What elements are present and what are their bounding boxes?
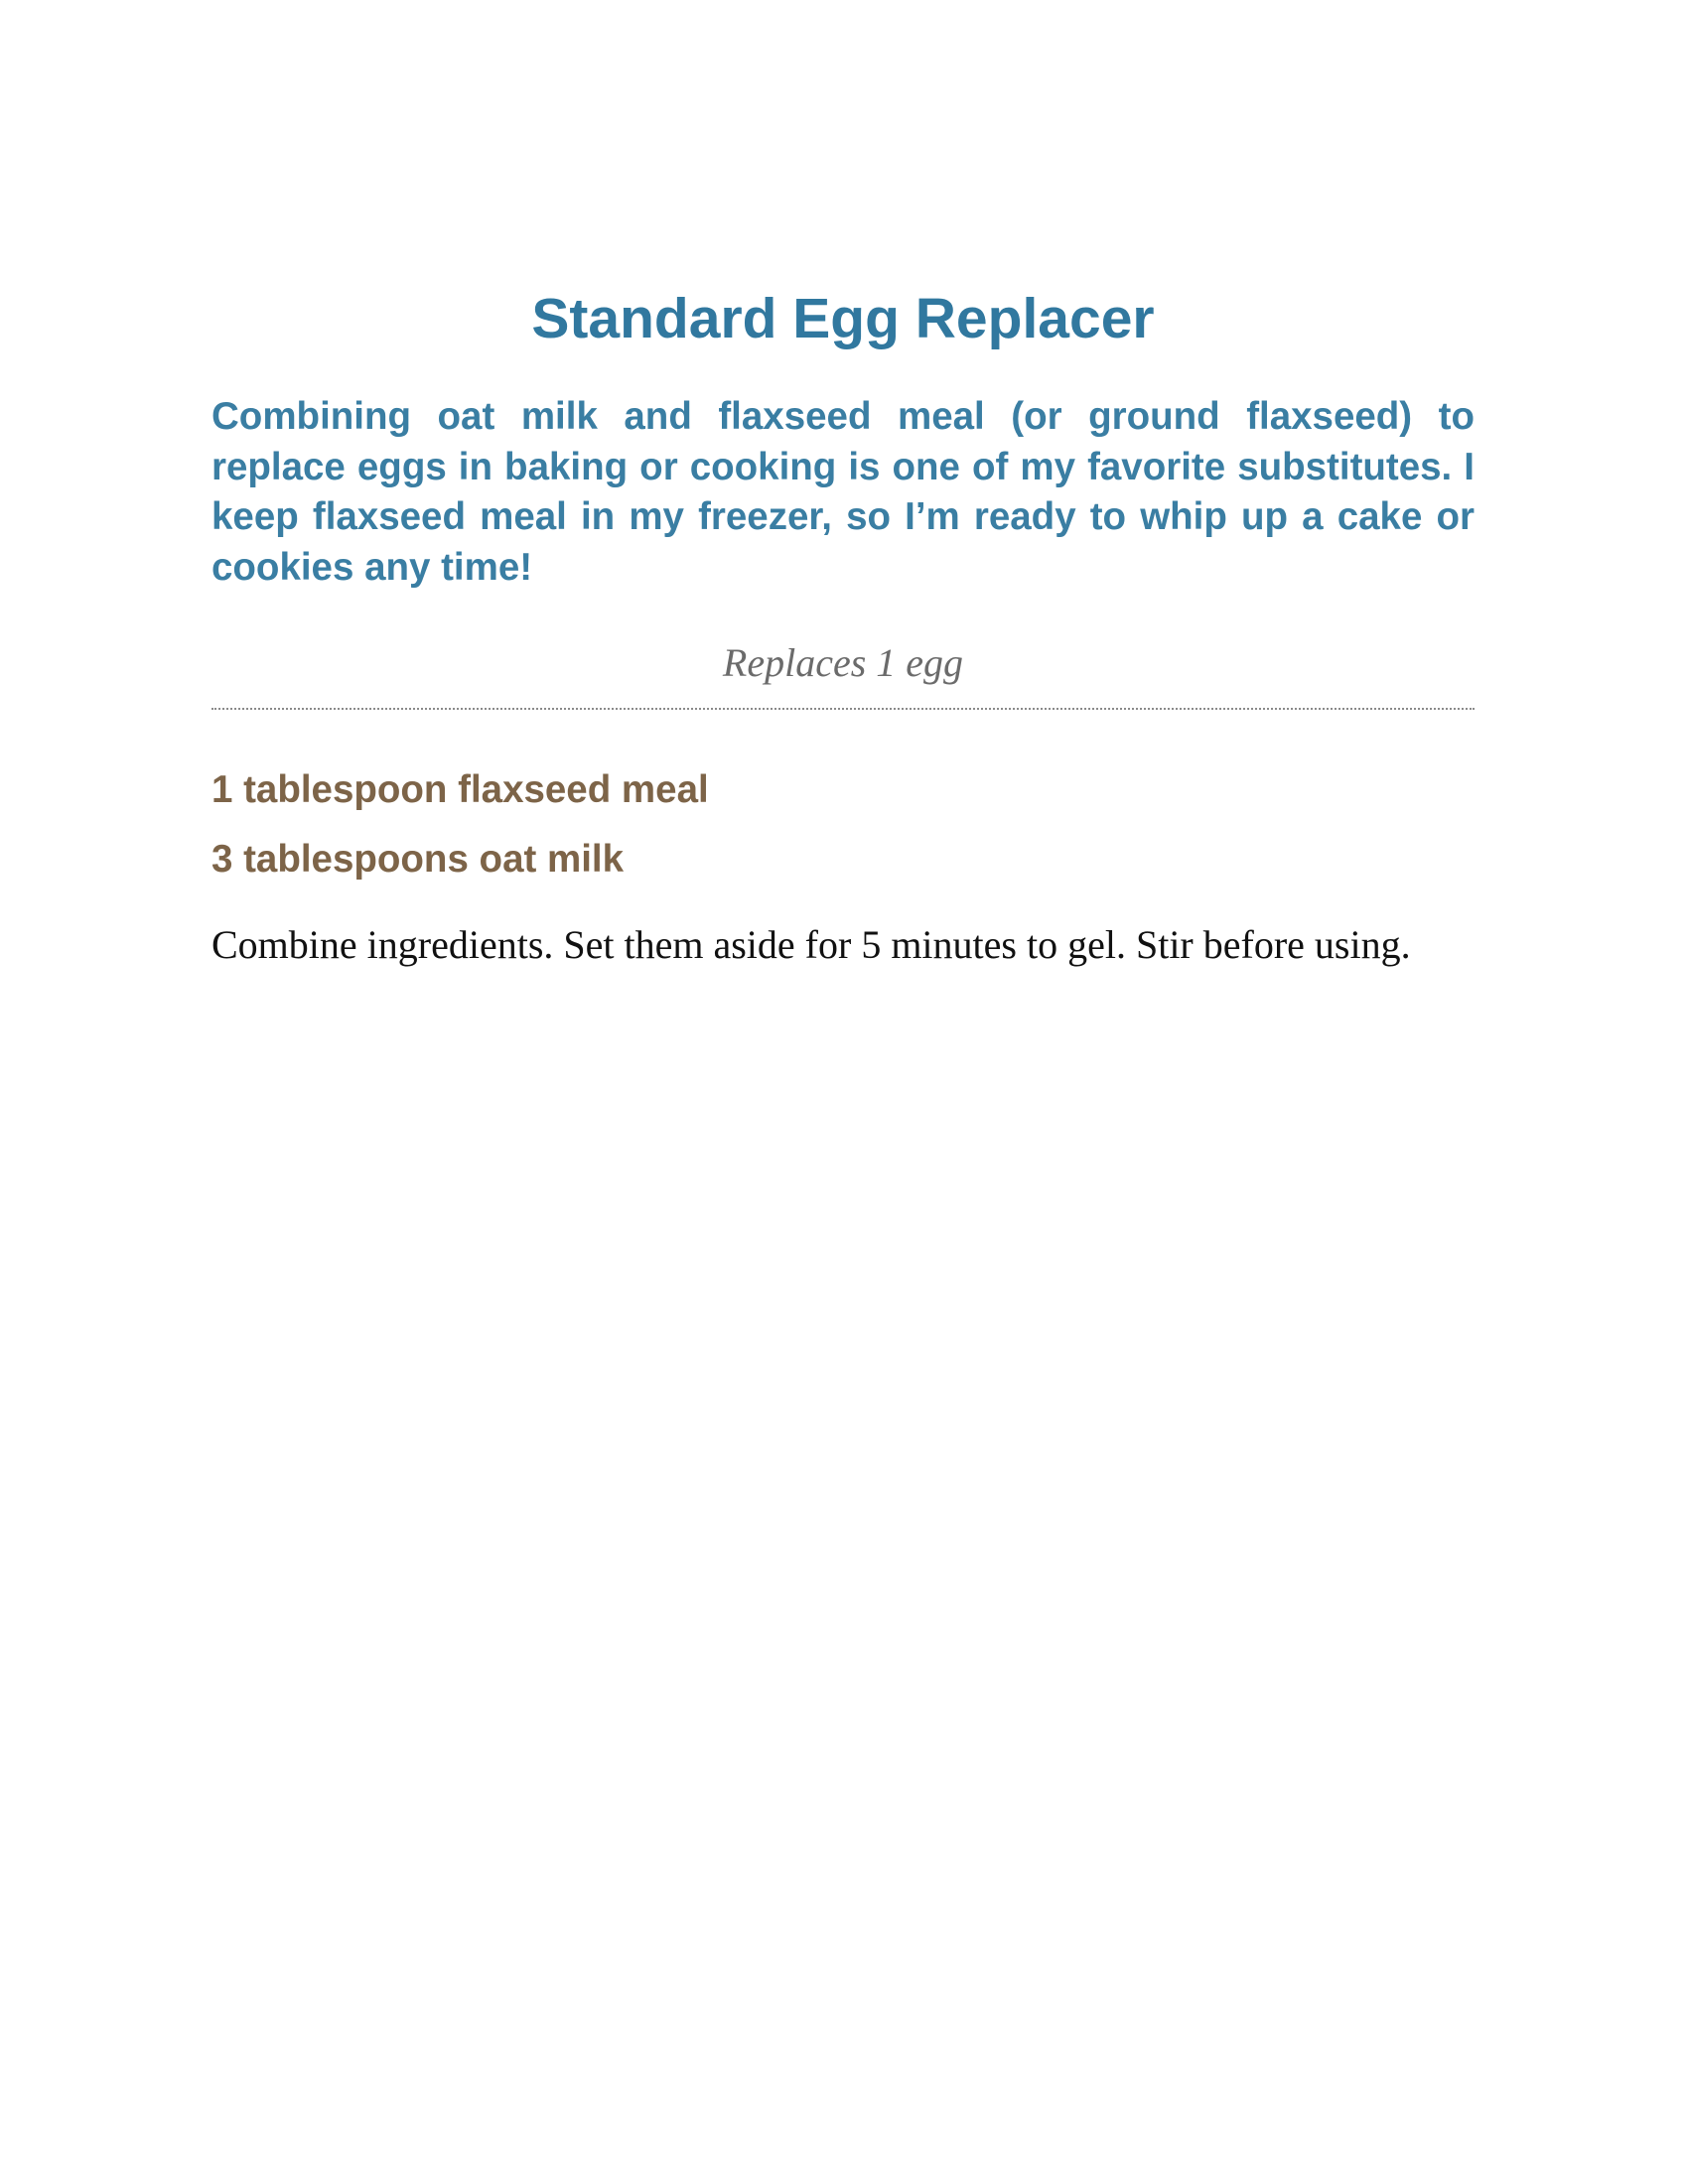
recipe-instructions: Combine ingredients. Set them aside for 5 minutes to gel. Stir before using.	[211, 922, 1411, 967]
recipe-intro: Combining oat milk and flaxseed meal (or ground flaxseed) to replace eggs in baking or cooking is one of my favorite substitutes. I keep flaxseed meal in my freezer, so I’m ready to whip up a cake or cookies any time!	[211, 395, 1475, 589]
ingredient-item: 3 tablespoons oat milk	[211, 838, 625, 881]
recipe-content	[211, 283, 1475, 970]
ingredient-list	[211, 767, 1475, 883]
dotted-divider	[211, 708, 1475, 710]
recipe-yield: Replaces 1 egg	[722, 640, 964, 685]
ingredient-item: 1 tablespoon flaxseed meal	[211, 768, 709, 811]
recipe-title: Standard Egg Replacer	[531, 287, 1155, 350]
